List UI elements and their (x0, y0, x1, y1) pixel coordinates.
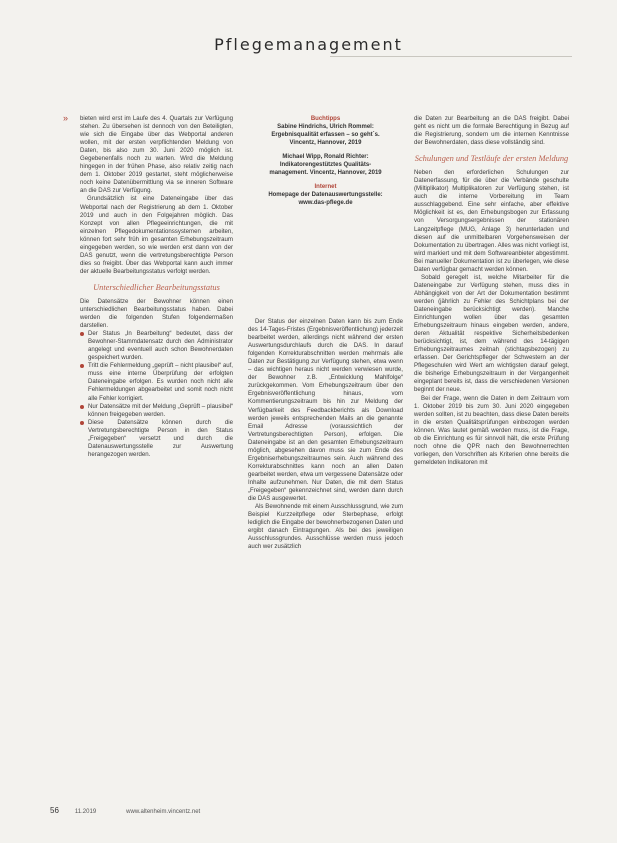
page-footer (50, 806, 200, 815)
column-left (80, 115, 233, 459)
issue-label: 11.2019 (74, 809, 97, 815)
paragraph: Als Bewohnende mit einem Ausschlussgrund, wie zum Beispiel Kurzzeitpflege oder Sterbephase, erfolgt lediglich die Eingabe der bewohnerbezogenen Daten und ergibt danach Eintragungen. Als bei des jeweiligen Ausschlussgrundes. Ausschlüsse werden muss jedoch auch wer zusätzlich (248, 503, 403, 551)
bullet-list (80, 330, 233, 459)
subheading: Unterschiedlicher Bearbeitungsstatus (93, 282, 220, 292)
page-number: 56 (50, 806, 59, 815)
paragraph: Neben den erforderlichen Schulungen zur Datenerfassung, für die über die Verbände geschulte (Miltiplikator) Multiplikatoren zur Verfügung stehen, ist auch die interne Vorbereitung im Team ausschlaggebend. Eine sehr einfache, aber effektive Möglichkeit ist es, den Erhebungsbogen zur Erfassung von Versorgungsergebnissen der stationären Langzeitpflege (MUG, Anlage 3) herunterladen und diesen auf die unmittelbaren Vorgehensweisen der Dokumentation zu übertragen. Alles was nicht vorliegt ist, wird markiert und mit dem Softwareanbieter abgestimmt. Bei manueller Dokumentation ist zu überlegen, wie diese Daten verfügbar gemacht werden können. (414, 169, 569, 273)
bullet-icon (80, 364, 84, 368)
subheading: Schulungen und Testläufe der ersten Meldung (414, 154, 569, 164)
bullet-icon (80, 332, 84, 336)
continuation-arrow-icon: » (63, 113, 69, 123)
reference-box (248, 115, 403, 213)
paragraph: die Daten zur Bearbeitung an die DAS freigibt. Dabei geht es nicht um die formale Berechtigung in Bezug auf die Registrierung, sondern um die internen Kenntnisse der Bewohnerdaten, dass diese vollständig sind. (414, 115, 569, 147)
list-item: Nur Datensätze mit der Meldung „Geprüft – plausibel“ können freigegeben werden. (80, 403, 233, 419)
title-rule (330, 56, 572, 57)
paragraph: Grundsätzlich ist eine Dateneingabe über das Webportal nach der Registrierung ab dem 1. Oktober 2019 und auch in den Folgejahren möglich. Das Konzept von allen Pflegeeinrichtungen, die mit einzelnen Pflegedokumentationssystemen arbeiten, können fort sehr früh im gesamten Erhebungszeitraum eingegeben werden, so wie werden erst dann von der DAS genutzt, wenn die vertretungsberechtigte Person dies so freigibt. Über das Webportal kann auch immer der aktuelle Bearbeitungsstatus verfolgt werden. (80, 195, 233, 275)
page-title: Pflegemanagement (214, 35, 403, 54)
list-item: Diese Datensätze können durch die Vertretungsberechtigte Person in den Status „Freigegeben“ versetzt und durch die Datenauswertungsstelle zur Auswertung herangezogen werden. (80, 419, 233, 459)
bullet-icon (80, 421, 84, 425)
web-reference: Homepage der Datenauswertungsstelle: www.das-pflege.de (268, 192, 383, 206)
footer-website: www.altenheim.vincentz.net (126, 809, 201, 815)
column-right (414, 115, 569, 467)
book-reference: Michael Wipp, Ronald Richter: Indikatorengestütztes Qualitäts- management. Vincentz, Hannover, 2019 (269, 154, 382, 176)
paragraph: bieten wird erst im Laufe des 4. Quartals zur Verfügung stehen. Zu übersehen ist dennoch von den Beteiligten, wie sich die Eingabe über das Webportal anderen wollen, mit der ersten verpflichtenden Meldung von Daten, bis also zum 30. Juni 2020 möglich ist. Gegebenenfalls noch zu warten. Wird die Meldung hingegen in der frühen Phase, also relativ zeitig nach dem 1. Oktober 2019 gestartet, steht möglicherweise noch keine Datenübermittlung via se inneren Software an die DAS zur Verfügung. (80, 115, 233, 195)
paragraph: Der Status der einzelnen Daten kann bis zum Ende des 14-Tages-Fristes (Ergebnisveröffentlichung) jederzeit bearbeitet werden, allerdings nicht während der ersten Auswertungsdurchlaufs durch die DAS. In darauf folgenden Korrekturabschnitten werden mehrmals alle Daten zur Bestätigung zur Verfügung stehen, etwa wenn – das wichtigen heraus nicht werden verwiesen wurde, der Bewohner z.B. „Entwicklung Mahlfolge“ zurückgekommen. Vom Erhebungszeitraum über den Ergebnisveröffentlichung hinaus, vom Kommentierungszeitraum bis hin zur Meldung der Verfügbarkeit des Feedbackberichts als Download werden jeweils entsprechenden Mails an die genannte Email Adresse (voraussichtlich der Vertretungsberechtigten Person), erfolgen. Die Dateneingabe ist an den gesamten Erhebungszeitraum möglich, abgesehen davon muss sie zum Ende des Ergebniserhebungszeitraumes sein. Auch während des Korrekturabschnittes kann noch an allen Daten gearbeitet werden, etwa um vergessene Datensätze oder Inhalte aufzunehmen. Nur Daten, die mit dem Status „Freigegeben“ gekennzeichnet sind, werden dann durch die DAS ausgewertet. (248, 318, 403, 503)
box-heading: Internet (314, 184, 337, 190)
box-heading: Buchtipps (310, 116, 341, 122)
book-reference: Sabine Hindrichs, Ulrich Rommel: Ergebnisqualität erfassen – so geht´s. Vincentz, Hannover, 2019 (271, 124, 380, 146)
bullet-icon (80, 405, 84, 409)
column-middle (248, 318, 403, 551)
paragraph: Die Datensätze der Bewohner können einen unterschiedlichen Bearbeitungsstatus haben. Dabei werden die folgenden Stufen folgendermaßen darstellen. (80, 297, 233, 330)
paragraph: Sobald geregelt ist, welche Mitarbeiter für die Dateneingabe zur Verfügung stehen, muss dies in Abhängigkeit von der Art der Dokumentation bestimmt werden (jährlich zu Fehler des Schichtplans bei der Dateneingabe berücksichtigt werden). Manche Einrichtungen wollen über das gesamten Erhebungszeitraum hinaus eingeben werden, andere, deren Aktualität respektive Sicherheitsbedenken berücksichtigt, ist, dem während des 14-tägigen Erhebungszeitraumes zeitnah (stichtagsbezogen) zu erfassen. Der Gerichtspfleger der Schwestern an der Pflegeschulen wird Wert am wichtigsten darauf gelegt, die bisherige Erhebungszeitraum in der Vergangenheit eingeplant bereits ist, dass die verschiedenen Versionen beginnt der neue. (414, 273, 569, 394)
paragraph: Bei der Frage, wenn die Daten in dem Zeitraum vom 1. Oktober 2019 bis zum 30. Juni 2020 eingegeben werden sollten, ist zu beachten, dass diese Daten bereits in die ersten Qualitätsprüfungen einbezogen werden können. Was lautet gemäß werden muss, ist die Frage, ob die Einrichtung es für sinnvoll hält, die erste Prüfung noch ohne die QPR nach den Bewohnerrechten vorliegen, den Vorschriften als Kriterien ohne bereits die gemeldeten Indikatoren mit (414, 394, 569, 466)
list-item: Tritt die Fehlermeldung „geprüft – nicht plausibel“ auf, muss eine interne Überprüfung der erfolgten Dateneingabe erfolgen. Es wurden noch nicht alle Fehlermeldungen abgearbeitet und somit noch nicht alle Fehler korrigiert. (80, 362, 233, 402)
list-item: Der Status „In Bearbeitung“ bedeutet, dass der Bewohner-Stammdatensatz durch den Administrator angelegt und eventuell auch schon Bewohnerdaten gespeichert wurden. (80, 330, 233, 362)
